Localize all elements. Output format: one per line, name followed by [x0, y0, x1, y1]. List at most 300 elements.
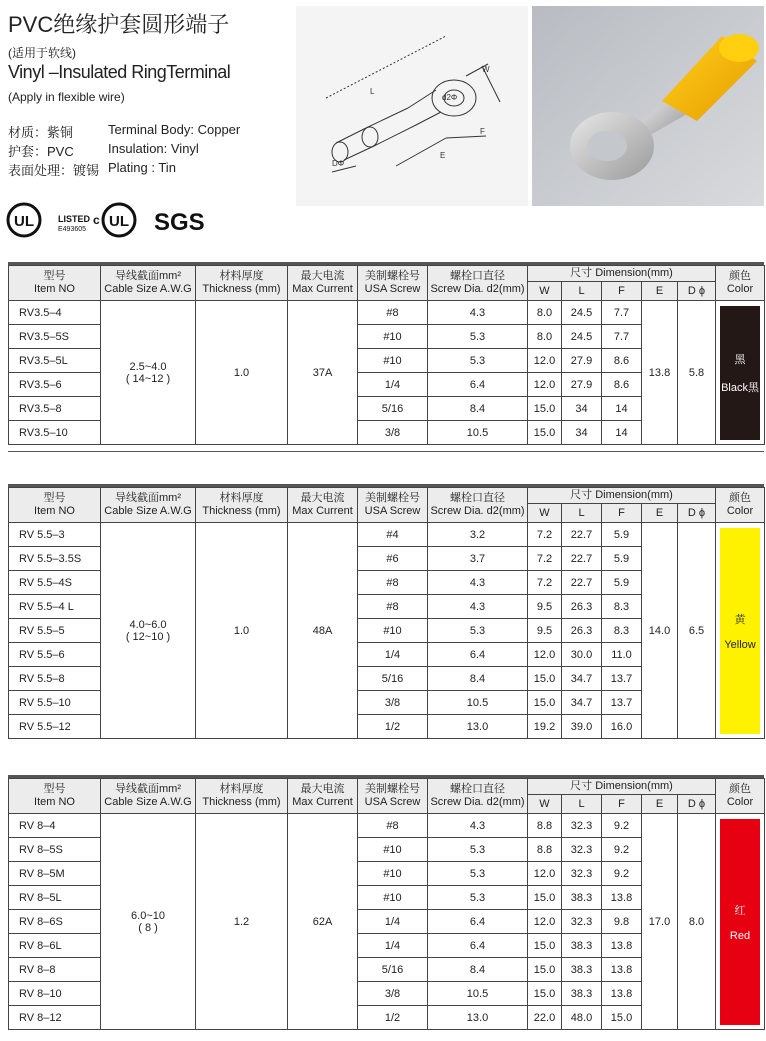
header-color — [716, 779, 765, 814]
dim-e-value: 13.8 — [648, 366, 671, 379]
dim-w-text: 15.0 — [533, 963, 556, 976]
dim-e — [642, 301, 678, 445]
item-no-text: RV 5.5–4S — [19, 576, 73, 589]
usa-screw-text: #10 — [383, 624, 402, 637]
item-no — [9, 862, 101, 886]
dim-w-text: 22.0 — [533, 1011, 556, 1024]
dim-f — [602, 667, 642, 691]
header-screw-dia-cn: 螺栓口直径 — [450, 270, 505, 282]
dim-l-text: 32.3 — [570, 819, 593, 832]
usa-screw-text: 3/8 — [384, 696, 401, 709]
header-thickness-en: Thickness (mm) — [202, 505, 281, 517]
dim-w — [528, 862, 562, 886]
screw-dia — [428, 814, 528, 838]
dim-w-text: 8.8 — [536, 819, 553, 832]
item-no-text: RV 8–5L — [19, 891, 62, 904]
dim-l — [562, 982, 602, 1006]
screw-dia — [428, 523, 528, 547]
dim-f-text: 14 — [615, 426, 628, 439]
usa-screw-text: #8 — [386, 600, 399, 613]
dim-f-text: 14 — [615, 402, 628, 415]
header-dim-e-label: E — [655, 506, 664, 519]
dim-w — [528, 910, 562, 934]
dim-l — [562, 910, 602, 934]
subtitle-cn: (适用于软线) — [8, 46, 76, 60]
header-dimension — [528, 488, 716, 504]
dim-l — [562, 571, 602, 595]
dim-l-text: 26.3 — [570, 624, 593, 637]
header-cable-cn: 导线截面mm² — [115, 783, 181, 795]
header-dim-d-label: D ϕ — [687, 797, 706, 810]
item-no — [9, 373, 101, 397]
usa-screw — [358, 571, 428, 595]
header-dim-e-label: E — [655, 284, 664, 297]
cable-size-awg: ( 12~10 ) — [125, 630, 171, 643]
dim-w-text: 15.0 — [533, 891, 556, 904]
dim-d-value: 5.8 — [688, 366, 705, 379]
header-item-en: Item NO — [34, 283, 75, 295]
dim-w — [528, 325, 562, 349]
dim-f-text: 8.3 — [613, 624, 630, 637]
item-no — [9, 397, 101, 421]
dim-l-text: 22.7 — [570, 528, 593, 541]
thickness — [196, 814, 288, 1030]
dim-f-text: 9.2 — [613, 843, 630, 856]
header-cable — [101, 266, 196, 301]
dim-w — [528, 958, 562, 982]
item-no-text: RV 8–8 — [19, 963, 56, 976]
thickness — [196, 523, 288, 739]
c-mark: c — [93, 213, 100, 227]
header-screw-en: USA Screw — [364, 283, 421, 295]
dim-f-text: 11.0 — [611, 648, 632, 661]
screw-dia — [428, 667, 528, 691]
dim-l-text: 38.3 — [570, 963, 593, 976]
usa-screw — [358, 958, 428, 982]
dim-l-text: 32.3 — [570, 915, 593, 928]
header-dim-l-label: L — [578, 506, 585, 519]
item-no-text: RV 5.5–12 — [19, 720, 71, 733]
screw-dia-text: 5.3 — [469, 354, 486, 367]
usa-screw-text: 1/4 — [384, 915, 401, 928]
item-no — [9, 595, 101, 619]
header-dim-d — [678, 504, 716, 523]
dim-w-text: 12.0 — [533, 867, 556, 880]
item-no — [9, 982, 101, 1006]
dim-f-text: 5.9 — [613, 552, 630, 565]
dim-f — [602, 814, 642, 838]
item-no — [9, 523, 101, 547]
header-cable-cn: 导线截面mm² — [115, 270, 181, 282]
usa-screw — [358, 838, 428, 862]
header-dim-e — [642, 795, 678, 814]
header-dim-w — [528, 504, 562, 523]
usa-screw-text: 3/8 — [384, 426, 401, 439]
header-screw-dia-en: Screw Dia. d2(mm) — [430, 796, 525, 808]
dim-l-text: 22.7 — [570, 576, 593, 589]
usa-screw — [358, 301, 428, 325]
header-color-en: Color — [726, 283, 754, 295]
header-dim-d-label: D ϕ — [687, 284, 706, 297]
item-no — [9, 619, 101, 643]
usa-screw-text: 3/8 — [384, 987, 401, 1000]
header-item — [9, 488, 101, 523]
item-no-text: RV 5.5–10 — [19, 696, 71, 709]
dim-l — [562, 349, 602, 373]
header-cable-en: Cable Size A.W.G — [104, 796, 192, 808]
dim-w-text: 9.5 — [536, 624, 553, 637]
color-cell — [716, 814, 765, 1030]
dim-l — [562, 934, 602, 958]
header-item — [9, 266, 101, 301]
header-dim-e — [642, 282, 678, 301]
screw-dia — [428, 1006, 528, 1030]
color-swatch — [720, 306, 760, 440]
dim-l — [562, 814, 602, 838]
header-dim-f-label: F — [618, 506, 625, 519]
usa-screw-text: #10 — [383, 330, 402, 343]
dim-w — [528, 982, 562, 1006]
dim-l-text: 27.9 — [570, 378, 593, 391]
dim-w-text: 15.0 — [533, 696, 556, 709]
header-screw-en: USA Screw — [364, 505, 421, 517]
header-dimension-label: 尺寸 Dimension(mm) — [570, 489, 673, 501]
header-color-cn: 颜色 — [729, 492, 752, 504]
header-current — [288, 488, 358, 523]
header-thickness-en: Thickness (mm) — [202, 796, 281, 808]
header-cable — [101, 779, 196, 814]
usa-screw — [358, 862, 428, 886]
dim-l-text: 26.3 — [570, 600, 593, 613]
file-number: E493605 — [58, 226, 87, 233]
cable-size-mm2: 6.0~10 — [131, 909, 165, 922]
item-no-text: RV 8–10 — [19, 987, 62, 1000]
dim-f-text: 9.8 — [613, 915, 630, 928]
screw-dia-text: 6.4 — [469, 378, 486, 391]
spec-material-cn: 材质：紫铜 — [8, 125, 74, 140]
dim-l — [562, 838, 602, 862]
header-current — [288, 266, 358, 301]
dim-label-d: DΦ — [332, 159, 345, 168]
item-no — [9, 691, 101, 715]
color-cell — [716, 301, 765, 445]
dim-l — [562, 547, 602, 571]
spec-table-rv8 — [8, 778, 765, 1030]
screw-dia — [428, 934, 528, 958]
thickness-value: 1.2 — [233, 915, 250, 928]
dim-w-text: 19.2 — [533, 720, 556, 733]
header-screw-cn: 美制螺栓号 — [365, 783, 420, 795]
item-no-text: RV 8–6L — [19, 939, 62, 952]
max-current-value: 48A — [312, 624, 333, 637]
screw-dia-text: 4.3 — [469, 576, 486, 589]
dim-w-text: 12.0 — [533, 915, 556, 928]
header-current-cn: 最大电流 — [300, 492, 345, 504]
header-screw-cn: 美制螺栓号 — [365, 492, 420, 504]
dim-w — [528, 643, 562, 667]
dim-w-text: 12.0 — [533, 648, 556, 661]
usa-screw-text: #8 — [386, 306, 399, 319]
dim-l-text: 38.3 — [570, 987, 593, 1000]
dim-w-text: 7.2 — [536, 528, 553, 541]
sgs-logo: SGS — [154, 209, 205, 236]
header-color-cn: 颜色 — [729, 270, 752, 282]
dim-f-text: 9.2 — [613, 819, 630, 832]
dim-l — [562, 325, 602, 349]
header-dim-d — [678, 282, 716, 301]
item-no — [9, 301, 101, 325]
header-dim-w-label: W — [539, 797, 550, 810]
usa-screw-text: #8 — [386, 819, 399, 832]
thickness — [196, 301, 288, 445]
header-current-cn: 最大电流 — [300, 783, 345, 795]
header-screw-en: USA Screw — [364, 796, 421, 808]
screw-dia — [428, 982, 528, 1006]
dim-w — [528, 373, 562, 397]
dim-f-text: 13.7 — [610, 672, 633, 685]
item-no — [9, 814, 101, 838]
header-color-cn: 颜色 — [729, 783, 752, 795]
item-no — [9, 349, 101, 373]
screw-dia — [428, 547, 528, 571]
header-dim-l-label: L — [578, 797, 585, 810]
dim-f-text: 13.8 — [610, 939, 633, 952]
dim-l — [562, 643, 602, 667]
dim-l-text: 32.3 — [570, 867, 593, 880]
header-color — [716, 266, 765, 301]
dim-e — [642, 523, 678, 739]
usa-screw-text: #10 — [383, 843, 402, 856]
color-en: Red — [729, 929, 751, 942]
dim-w-text: 15.0 — [533, 939, 556, 952]
dim-w-text: 15.0 — [533, 672, 556, 685]
header-dim-f — [602, 504, 642, 523]
dim-d-value: 6.5 — [688, 624, 705, 637]
usa-screw — [358, 619, 428, 643]
dim-w — [528, 547, 562, 571]
dim-w — [528, 523, 562, 547]
cable-size — [101, 301, 196, 445]
spec-plating — [8, 160, 176, 179]
header-dim-w — [528, 282, 562, 301]
dim-w-text: 15.0 — [533, 402, 556, 415]
item-no — [9, 958, 101, 982]
header-color — [716, 488, 765, 523]
header-dim-l — [562, 795, 602, 814]
header-cable-en: Cable Size A.W.G — [104, 283, 192, 295]
header-dimension — [528, 266, 716, 282]
dim-f — [602, 838, 642, 862]
dim-f — [602, 958, 642, 982]
header-thickness — [196, 779, 288, 814]
screw-dia-text: 8.4 — [469, 402, 486, 415]
header-thickness-cn: 材料厚度 — [219, 270, 264, 282]
screw-dia-text: 4.3 — [469, 600, 486, 613]
usa-screw-text: 1/2 — [384, 1011, 401, 1024]
screw-dia-text: 8.4 — [469, 672, 486, 685]
thickness-value: 1.0 — [233, 624, 250, 637]
usa-screw — [358, 934, 428, 958]
header-item-en: Item NO — [34, 796, 75, 808]
screw-dia-text: 4.3 — [469, 306, 486, 319]
screw-dia — [428, 349, 528, 373]
header-dim-e-label: E — [655, 797, 664, 810]
color-swatch — [720, 819, 760, 1025]
dim-f-text: 16.0 — [610, 720, 633, 733]
screw-dia — [428, 886, 528, 910]
header-current — [288, 779, 358, 814]
header-item-en: Item NO — [34, 505, 75, 517]
dim-e-value: 17.0 — [648, 915, 671, 928]
usa-screw-text: #10 — [383, 354, 402, 367]
item-no — [9, 1006, 101, 1030]
dim-l-text: 24.5 — [570, 330, 593, 343]
header-dim-l-label: L — [578, 284, 585, 297]
spec-material-en: Terminal Body: Copper — [108, 122, 241, 137]
header-screw-dia — [428, 779, 528, 814]
dim-label-e: E — [440, 151, 446, 160]
header-dim-l — [562, 504, 602, 523]
header-screw-dia-cn: 螺栓口直径 — [450, 783, 505, 795]
color-cn: 黑 — [734, 353, 746, 366]
dim-f-text: 5.9 — [613, 576, 630, 589]
usa-screw — [358, 643, 428, 667]
usa-screw — [358, 397, 428, 421]
usa-screw — [358, 715, 428, 739]
dim-f — [602, 349, 642, 373]
color-cn: 黄 — [734, 613, 746, 626]
screw-dia — [428, 595, 528, 619]
dim-l-text: 22.7 — [570, 552, 593, 565]
cable-size — [101, 814, 196, 1030]
dim-f-text: 13.8 — [610, 987, 633, 1000]
screw-dia — [428, 421, 528, 445]
usa-screw-text: #10 — [383, 891, 402, 904]
item-no — [9, 571, 101, 595]
item-no — [9, 838, 101, 862]
header-screw-dia — [428, 266, 528, 301]
usa-screw-text: #10 — [383, 867, 402, 880]
dim-f-text: 7.7 — [613, 330, 630, 343]
spec-material — [8, 122, 241, 141]
dim-d — [678, 814, 716, 1030]
usa-screw — [358, 523, 428, 547]
dim-w — [528, 349, 562, 373]
dim-w — [528, 838, 562, 862]
header-screw-dia-en: Screw Dia. d2(mm) — [430, 283, 525, 295]
max-current-value: 62A — [312, 915, 333, 928]
header-item-cn: 型号 — [43, 492, 66, 504]
technical-drawing — [296, 6, 528, 206]
dim-l-text: 27.9 — [570, 354, 593, 367]
header-dim-e — [642, 504, 678, 523]
listed-text: LISTED — [58, 214, 91, 224]
dim-w-text: 8.0 — [536, 306, 553, 319]
item-no — [9, 934, 101, 958]
dim-f — [602, 397, 642, 421]
header-screw-dia-en: Screw Dia. d2(mm) — [430, 505, 525, 517]
dim-w-text: 9.5 — [536, 600, 553, 613]
dim-f-text: 13.7 — [610, 696, 633, 709]
item-no-text: RV 8–4 — [19, 819, 56, 832]
dim-f-text: 13.8 — [610, 891, 633, 904]
usa-screw-text: 1/4 — [384, 378, 401, 391]
dim-w-text: 7.2 — [536, 552, 553, 565]
screw-dia — [428, 619, 528, 643]
spec-insulation — [8, 141, 199, 160]
dim-l-text: 32.3 — [570, 843, 593, 856]
dim-w — [528, 691, 562, 715]
header-color-en: Color — [726, 796, 754, 808]
title-en: Vinyl –Insulated RingTerminal — [8, 62, 231, 82]
dim-w — [528, 421, 562, 445]
dim-l-text: 38.3 — [570, 891, 593, 904]
header-dimension-label: 尺寸 Dimension(mm) — [570, 267, 673, 279]
item-no-text: RV 8–5S — [19, 843, 63, 856]
dim-f-text: 13.8 — [610, 963, 633, 976]
dim-l — [562, 715, 602, 739]
usa-screw — [358, 667, 428, 691]
header-item — [9, 779, 101, 814]
subtitle-en: (Apply in flexible wire) — [8, 90, 125, 104]
screw-dia-text: 3.2 — [469, 528, 486, 541]
header-dim-d — [678, 795, 716, 814]
product-photo — [532, 6, 764, 206]
cable-size-awg: ( 14~12 ) — [125, 372, 171, 385]
dim-f-text: 9.2 — [613, 867, 630, 880]
dim-w — [528, 1006, 562, 1030]
dim-l — [562, 691, 602, 715]
header-dim-l — [562, 282, 602, 301]
dim-f — [602, 421, 642, 445]
item-no-text: RV3.5–5L — [19, 354, 68, 367]
screw-dia-text: 8.4 — [469, 963, 486, 976]
usa-screw-text: 1/4 — [384, 648, 401, 661]
item-no-text: RV3.5–6 — [19, 378, 62, 391]
screw-dia — [428, 325, 528, 349]
max-current — [288, 301, 358, 445]
dim-w-text: 8.8 — [536, 843, 553, 856]
usa-screw — [358, 814, 428, 838]
dim-l — [562, 397, 602, 421]
color-swatch — [720, 528, 760, 734]
usa-screw — [358, 886, 428, 910]
header-dim-w-label: W — [539, 284, 550, 297]
dim-f — [602, 886, 642, 910]
item-no-text: RV 5.5–3.5S — [19, 552, 82, 565]
screw-dia-text: 6.4 — [469, 915, 486, 928]
usa-screw — [358, 325, 428, 349]
dim-l-text: 30.0 — [570, 648, 593, 661]
usa-screw — [358, 910, 428, 934]
header-cable — [101, 488, 196, 523]
item-no-text: RV 8–12 — [19, 1011, 62, 1024]
dim-l — [562, 421, 602, 445]
screw-dia — [428, 373, 528, 397]
dim-label-l: L — [370, 87, 375, 96]
max-current — [288, 814, 358, 1030]
screw-dia-text: 6.4 — [469, 939, 486, 952]
header-item-cn: 型号 — [43, 270, 66, 282]
usa-screw-text: #6 — [386, 552, 399, 565]
usa-screw — [358, 982, 428, 1006]
header-current-en: Max Current — [292, 283, 353, 295]
table-1-bottom-border — [8, 451, 764, 452]
table-header-row — [9, 488, 765, 504]
page-title: PVC绝缘护套圆形端子 — [8, 12, 230, 37]
dim-w-text: 7.2 — [536, 576, 553, 589]
header-current-en: Max Current — [292, 505, 353, 517]
